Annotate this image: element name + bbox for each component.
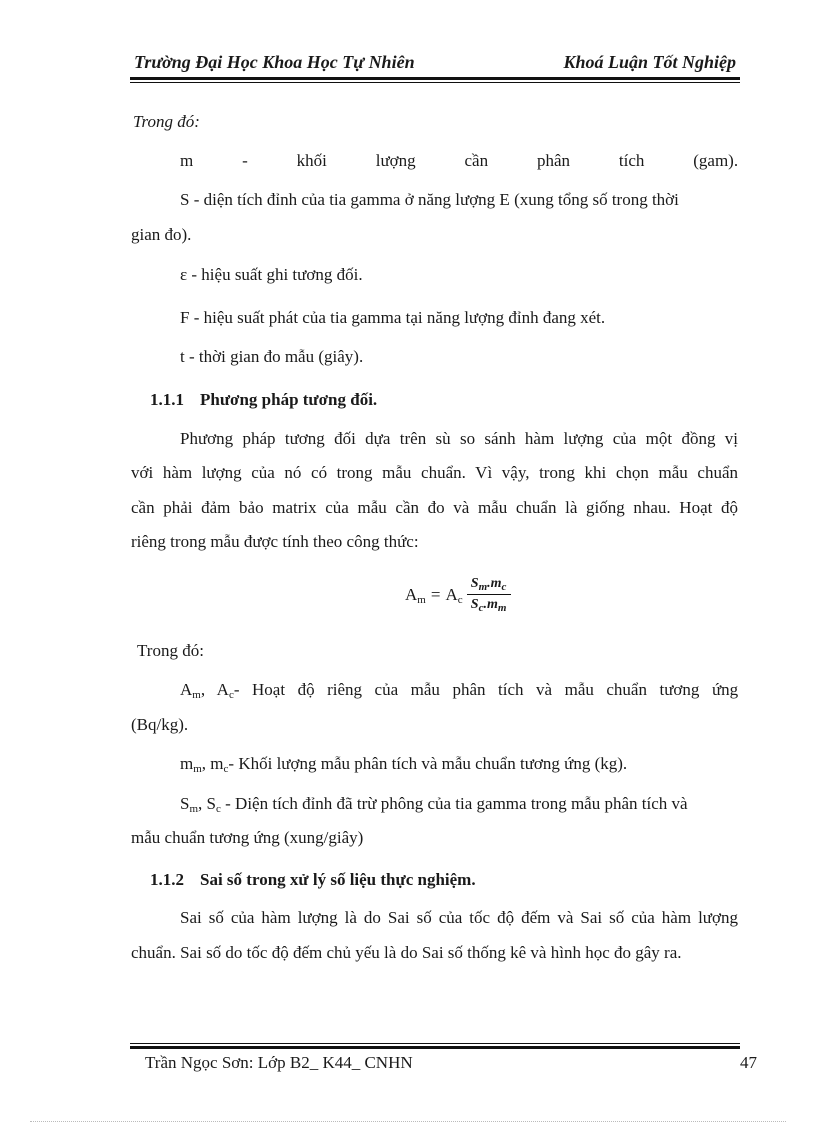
section-title: Phương pháp tương đối.: [200, 390, 378, 409]
para2-line1: Sai số của hàm lượng là do Sai số của tốc độ đếm và Sai số của hàm lượng: [180, 908, 738, 927]
def-s-line2: gian đo).: [131, 225, 192, 244]
def-a-line2: (Bq/kg).: [131, 715, 189, 734]
para1-line4: riêng trong mẫu được tính theo công thức:: [131, 532, 419, 551]
section-title: Sai số trong xử lý số liệu thực nghiệm.: [200, 870, 476, 889]
para2-line2: chuẩn. Sai số do tốc độ đếm chủ yếu là do Sai số thống kê và hình học đo gây ra.: [131, 943, 682, 962]
def-area-line2: mẫu chuẩn tương ứng (xung/giây): [131, 828, 364, 847]
footer-author: Trần Ngọc Sơn: Lớp B2_ K44_ CNHN: [145, 1053, 413, 1072]
footer-rule-thick: [130, 1046, 740, 1049]
page-number: 47: [740, 1053, 757, 1072]
formula-lhs: $A_m$: [405, 584, 426, 606]
def-area-line1: $S_m$, $S_c$ - Diện tích đỉnh đã trừ phông của tia gamma trong mẫu phân tích và: [180, 794, 688, 815]
def-m: m - khối lượng cần phân tích (gam).: [180, 151, 739, 170]
para1-line1: Phương pháp tương đối dựa trên sù so sánh hàm lượng của một đồng vị: [180, 429, 738, 448]
section-number: 1.1.1: [150, 390, 184, 409]
intro-label: Trong đó:: [133, 112, 200, 131]
header-rule-thick: [130, 77, 740, 80]
intro-label-2: Trong đó:: [137, 641, 204, 660]
header-school: Trường Đại Học Khoa Học Tự Nhiên: [134, 52, 415, 72]
formula: $A_m$ = $A_c$ $\frac{S_m.m_c}{S_c.m_m}$: [405, 576, 511, 613]
formula-fraction: $\frac{S_m.m_c}{S_c.m_m}$: [467, 576, 511, 613]
section-heading-2: [150, 869, 476, 891]
section-heading-1: [150, 389, 377, 411]
page-edge-dots: [30, 1121, 786, 1122]
para1-line2: với hàm lượng của nó có trong mẫu chuẩn. Vì vậy, trong khi chọn mẫu chuẩn: [131, 463, 738, 482]
def-eps: ε - hiệu suất ghi tương đối.: [180, 265, 363, 284]
def-f: F - hiệu suất phát của tia gamma tại năng lượng đỉnh đang xét.: [180, 308, 606, 327]
footer-rule-thin: [130, 1043, 740, 1044]
def-s-line1: S - diện tích đỉnh của tia gamma ở năng lượng E (xung tổng số trong thời: [180, 190, 679, 209]
def-mass: $m_m$, $m_c-$ Khối lượng mẫu phân tích và mẫu chuẩn tương ứng (kg).: [180, 754, 628, 775]
formula-ac: $A_c$: [445, 584, 463, 606]
def-t: t - thời gian đo mẫu (giây).: [180, 347, 364, 366]
section-number: 1.1.2: [150, 870, 184, 889]
def-a-line1: $A_m$, $A_c-$ Hoạt độ riêng của mẫu phân tích và mẫu chuẩn tương ứng: [180, 680, 739, 701]
header-thesis: Khoá Luận Tốt Nghiệp: [563, 52, 736, 72]
header-rule-thin: [130, 82, 740, 83]
para1-line3: cần phải đảm bảo matrix của mẫu cần đo và mẫu chuẩn là giống nhau. Hoạt độ: [131, 498, 738, 517]
